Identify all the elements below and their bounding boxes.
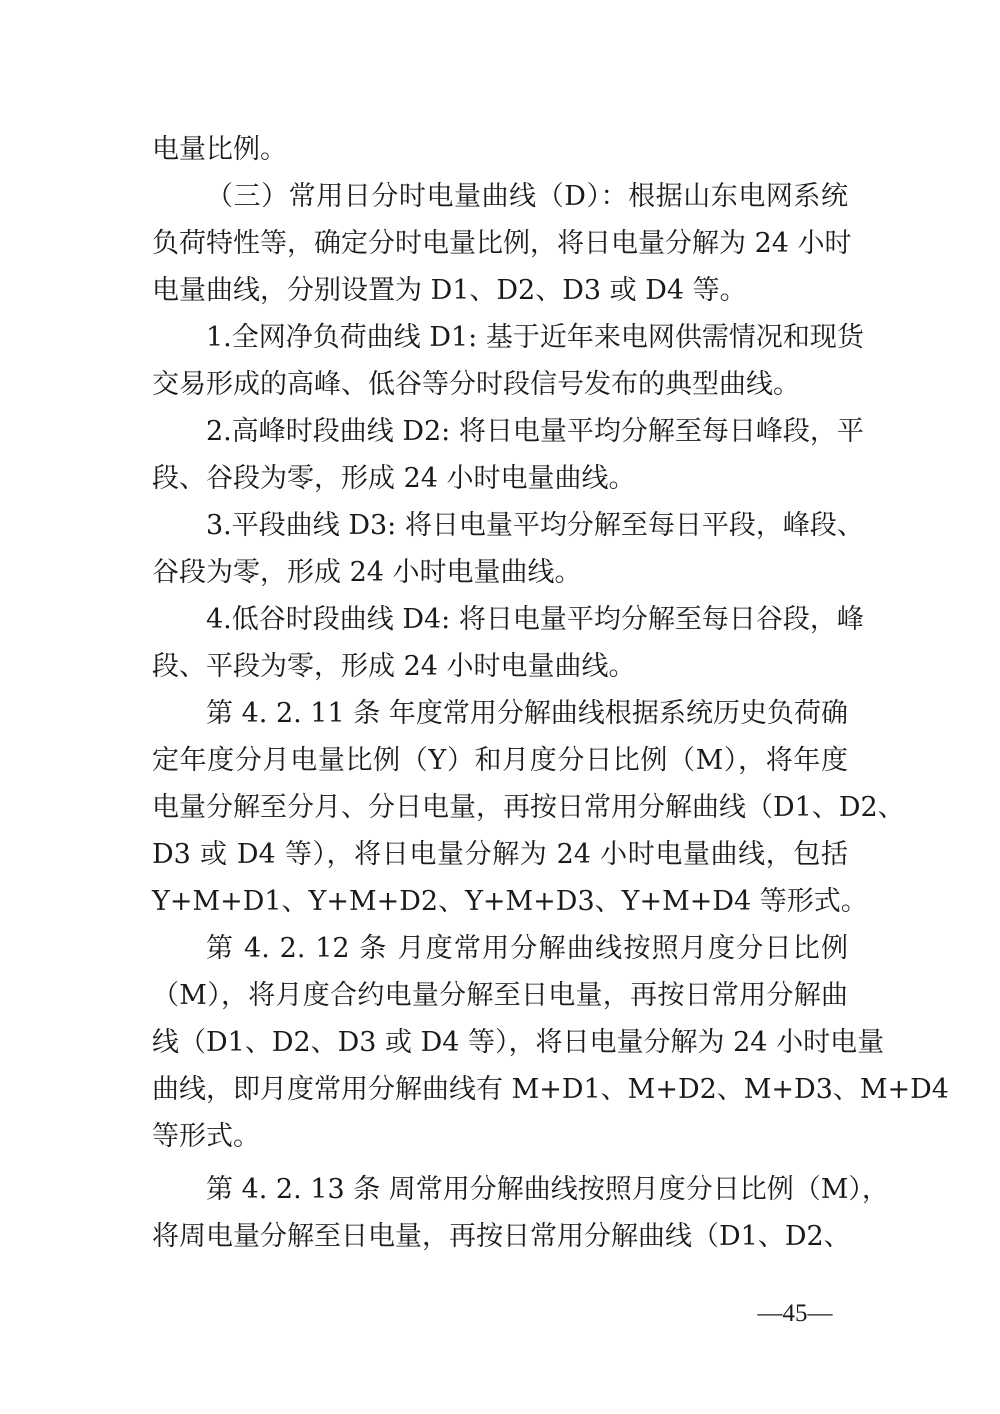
text-line: 1.全网净负荷曲线 D1: 基于近年来电网供需情况和现货 [206,322,864,353]
text-line: Y+M+D1、Y+M+D2、Y+M+D3、Y+M+D4 等形式。 [152,886,868,917]
text-line: 定年度分月电量比例（Y）和月度分日比例（M），将年度 [152,745,848,776]
text-line: 电量比例。 [152,134,287,165]
text-line: D3 或 D4 等），将日电量分解为 24 小时电量曲线，包括 [152,839,848,870]
text-line: 2.高峰时段曲线 D2: 将日电量平均分解至每日峰段，平 [206,416,864,447]
text-line: （M），将月度合约电量分解至日电量，再按日常用分解曲 [152,980,848,1011]
text-line: （三）常用日分时电量曲线（D）：根据山东电网系统 [206,181,848,212]
text-line: 电量分解至分月、分日电量，再按日常用分解曲线（D1、D2、 [152,792,905,823]
text-line: 段、平段为零，形成 24 小时电量曲线。 [152,651,636,682]
text-line: 曲线，即月度常用分解曲线有 M+D1、M+D2、M+D3、M+D4 [152,1074,949,1105]
text-line: 段、谷段为零，形成 24 小时电量曲线。 [152,463,636,494]
text-line: 4.低谷时段曲线 D4: 将日电量平均分解至每日谷段，峰 [206,604,864,635]
text-line: 3.平段曲线 D3: 将日电量平均分解至每日平段，峰段、 [206,510,864,541]
text-line: 交易形成的高峰、低谷等分时段信号发布的典型曲线。 [152,369,800,400]
text-line: 谷段为零，形成 24 小时电量曲线。 [152,557,582,588]
text-line: 将周电量分解至日电量，再按日常用分解曲线（D1、D2、 [152,1221,851,1252]
text-line: 电量曲线，分别设置为 D1、D2、D3 或 D4 等。 [152,275,747,306]
text-line: 负荷特性等，确定分时电量比例，将日电量分解为 24 小时 [152,228,852,259]
page-number: —45— [757,1300,833,1327]
text-line: 第 4. 2. 11 条 年度常用分解曲线根据系统历史负荷确 [206,698,848,729]
text-line: 线（D1、D2、D3 或 D4 等），将日电量分解为 24 小时电量 [152,1027,885,1058]
text-line: 第 4. 2. 13 条 周常用分解曲线按照月度分日比例（M）， [206,1174,889,1205]
text-line: 第 4. 2. 12 条 月度常用分解曲线按照月度分日比例 [206,933,848,964]
text-line: 等形式。 [152,1121,260,1152]
